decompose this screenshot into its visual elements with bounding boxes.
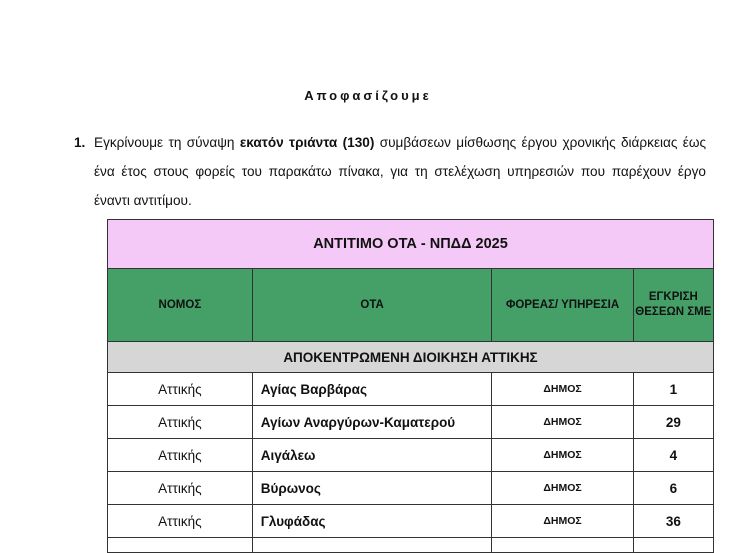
cell-count: 1 (633, 373, 713, 406)
cell-foreas: ΔΗΜΟΣ (492, 439, 633, 472)
table-row-partial (108, 538, 714, 553)
paragraph-text-bold: εκατόν τριάντα (130) (239, 135, 375, 150)
table-title: ΑΝΤΙΤΙΜΟ ΟΤΑ - ΝΠΔΔ 2025 (108, 220, 714, 269)
table-row (108, 439, 714, 472)
table-title-row (108, 220, 714, 269)
table-row (108, 472, 714, 505)
cell-empty (108, 538, 253, 553)
cell-nomos: Αττικής (108, 439, 253, 472)
header-nomos: ΝΟΜΟΣ (108, 269, 253, 342)
paragraph-text (94, 128, 706, 215)
decision-heading: Αποφασίζουμε (304, 88, 432, 103)
table-row (108, 505, 714, 538)
paragraph-text-end: συμβάσεων μίσθωσης έργου χρονικής διάρκειας έως ένα έτος στους φορείς του παρακάτω πίνακα, για τη στελέχωση υπηρεσιών που παρέχουν έργο έναντι αντιτίμου. (94, 135, 707, 208)
header-ota: ΟΤΑ (252, 269, 492, 342)
cell-ota: Βύρωνος (252, 472, 492, 505)
cell-empty (492, 538, 633, 553)
cell-nomos: Αττικής (108, 505, 253, 538)
cell-count: 4 (633, 439, 713, 472)
table-row (108, 373, 714, 406)
cell-foreas: ΔΗΜΟΣ (492, 505, 633, 538)
cell-count: 29 (633, 406, 713, 439)
decision-paragraph-1 (74, 128, 706, 215)
cell-nomos: Αττικής (108, 373, 253, 406)
table-header-row (108, 269, 714, 342)
table-row (108, 406, 714, 439)
cell-empty (633, 538, 713, 553)
cell-ota: Γλυφάδας (252, 505, 492, 538)
cell-nomos: Αττικής (108, 472, 253, 505)
cell-ota: Αγίας Βαρβάρας (252, 373, 492, 406)
cell-foreas: ΔΗΜΟΣ (492, 472, 633, 505)
cell-ota: Αιγάλεω (252, 439, 492, 472)
cell-empty (252, 538, 492, 553)
cell-foreas: ΔΗΜΟΣ (492, 406, 633, 439)
cell-foreas: ΔΗΜΟΣ (492, 373, 633, 406)
cell-count: 6 (633, 472, 713, 505)
header-foreas: ΦΟΡΕΑΣ/ ΥΠΗΡΕΣΙΑ (492, 269, 633, 342)
contracts-table (107, 219, 714, 553)
region-row (108, 342, 714, 373)
cell-ota: Αγίων Αναργύρων-Καματερού (252, 406, 492, 439)
region-label: ΑΠΟΚΕΝΤΡΩΜΕΝΗ ΔΙΟΙΚΗΣΗ ΑΤΤΙΚΗΣ (108, 342, 714, 373)
cell-count: 36 (633, 505, 713, 538)
paragraph-number: 1. (74, 135, 86, 150)
paragraph-text-start: Εγκρίνουμε τη σύναψη (94, 135, 240, 150)
header-count: ΕΓΚΡΙΣΗ ΘΕΣΕΩΝ ΣΜΕ (633, 269, 713, 342)
cell-nomos: Αττικής (108, 406, 253, 439)
